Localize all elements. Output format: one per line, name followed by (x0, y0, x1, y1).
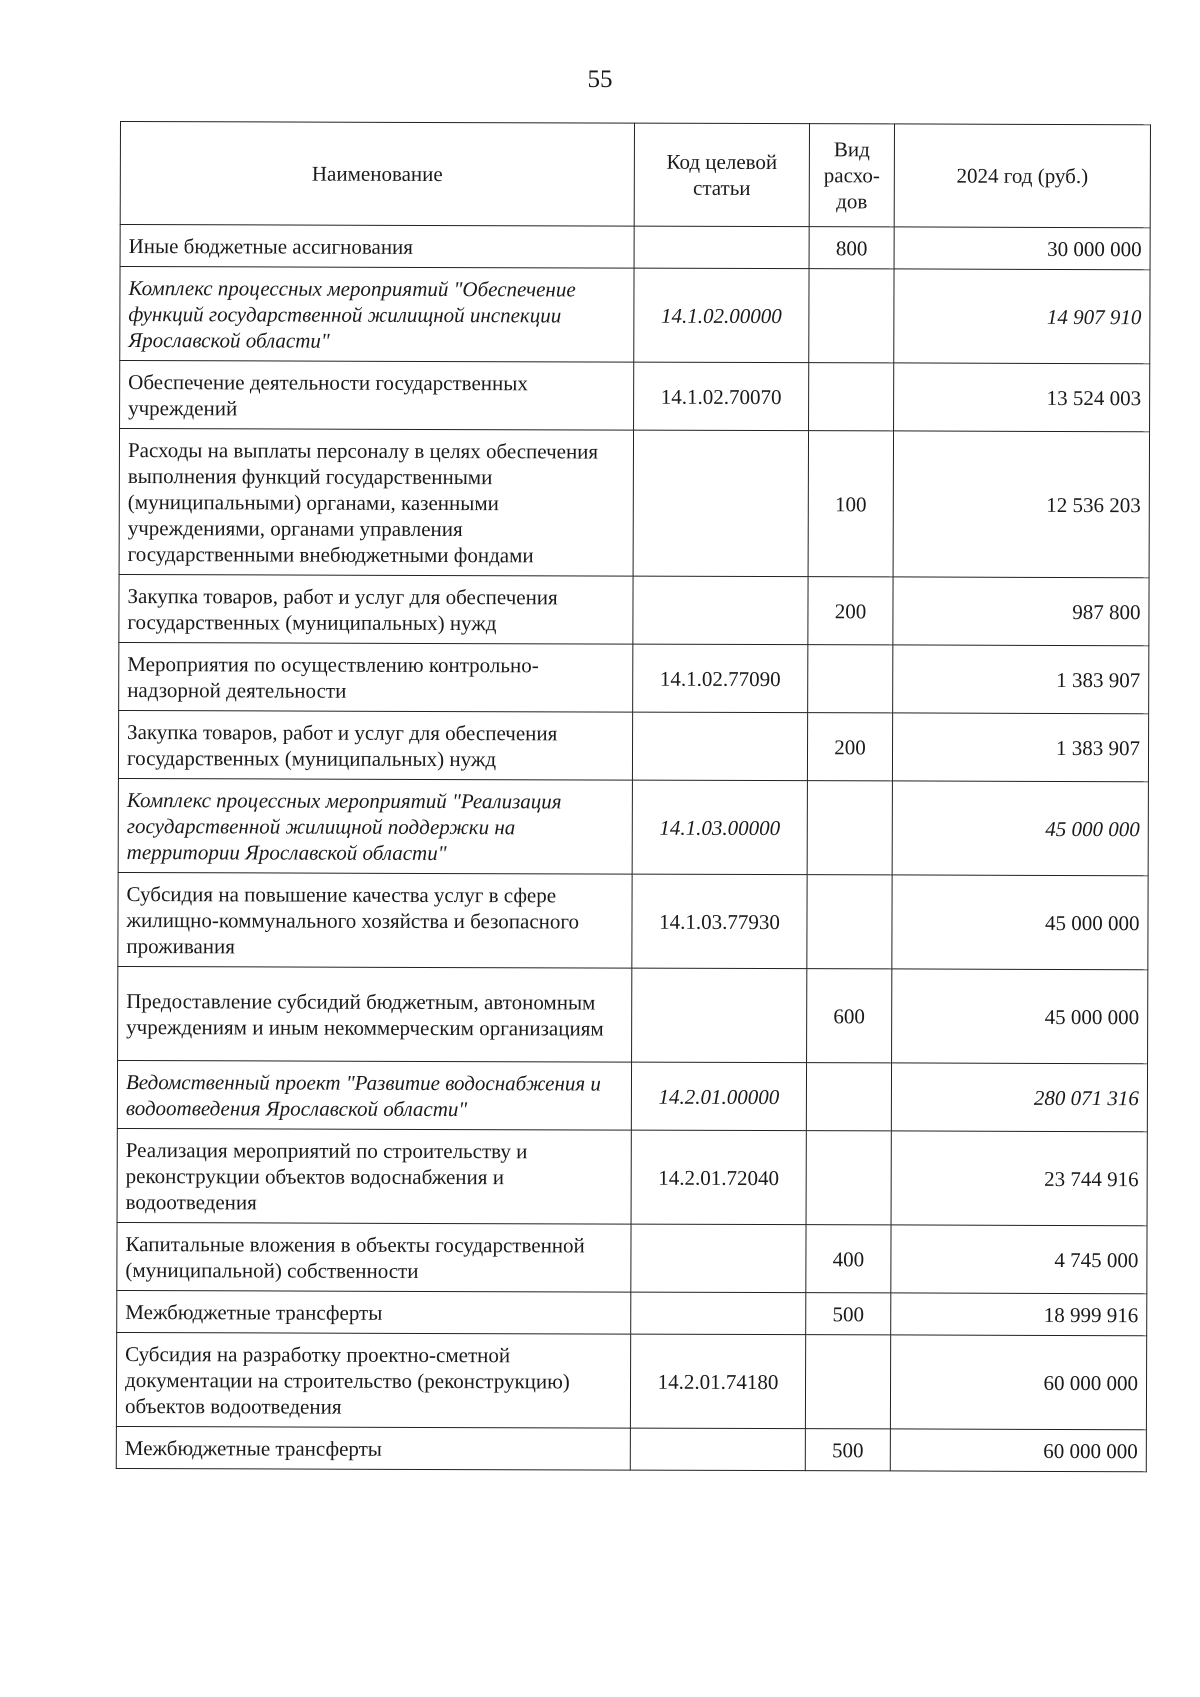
row-name: Иные бюджетные ассигнования (120, 225, 634, 269)
table-row (119, 429, 1149, 578)
page-number: 55 (587, 66, 613, 93)
row-name: Мероприятия по осуществлению контрольно-надзорной деятельности (119, 642, 633, 712)
table-row (117, 1222, 1147, 1293)
row-name: Реализация мероприятий по строительству и реконструкции объектов водоснабжения и водоотведения (117, 1128, 631, 1224)
table-row (118, 778, 1148, 875)
row-type: 100 (808, 431, 893, 577)
header-type: Вид расхо-дов (809, 124, 894, 227)
row-type (805, 1335, 890, 1429)
table-row (118, 710, 1148, 781)
table-row (116, 1332, 1146, 1429)
row-name: Ведомственный проект "Развитие водоснабжения и водоотведения Ярославской области" (117, 1060, 631, 1130)
row-name: Комплекс процессных мероприятий "Реализация государственной жилищной поддержки на территории Ярославской области" (118, 778, 632, 874)
table-row (119, 642, 1149, 713)
row-name: Субсидия на разработку проектно-сметной документации на строительство (реконструкцию) объектов водоотведения (116, 1332, 630, 1428)
row-amount: 60 000 000 (890, 1335, 1146, 1430)
row-code: 14.1.02.00000 (634, 268, 809, 363)
row-amount: 280 071 316 (891, 1063, 1147, 1132)
row-type: 400 (806, 1225, 891, 1293)
table-row (119, 574, 1149, 645)
row-type (809, 363, 894, 431)
table-row (117, 1290, 1147, 1335)
header-code: Код целевой статьи (634, 123, 809, 227)
header-name: Наименование (120, 122, 634, 227)
row-code: 14.1.02.70070 (634, 362, 809, 431)
row-amount: 30 000 000 (894, 227, 1150, 270)
row-type: 200 (807, 713, 892, 781)
row-amount: 45 000 000 (892, 969, 1148, 1064)
row-amount: 14 907 910 (894, 269, 1150, 364)
row-type (806, 1063, 891, 1131)
row-name: Обеспечение деятельности государственных учреждений (120, 361, 634, 431)
row-code: 14.1.03.00000 (632, 780, 807, 875)
row-code (632, 712, 807, 781)
row-code (631, 1224, 806, 1293)
row-code: 14.1.02.77090 (633, 644, 808, 713)
table-row (120, 361, 1150, 432)
row-amount: 1 383 907 (892, 713, 1148, 782)
row-name: Межбюджетные трансферты (116, 1426, 630, 1470)
row-amount: 23 744 916 (891, 1131, 1147, 1226)
row-code: 14.2.01.72040 (631, 1130, 806, 1225)
row-type: 800 (809, 227, 894, 269)
table-row (117, 1060, 1147, 1131)
row-amount: 12 536 203 (893, 431, 1149, 578)
row-name: Комплекс процессных мероприятий "Обеспечение функций государственной жилищной инспекции Ярославской области" (120, 267, 634, 363)
row-amount: 987 800 (893, 577, 1149, 646)
row-code (631, 1292, 806, 1335)
row-amount: 18 999 916 (891, 1293, 1147, 1336)
row-name: Расходы на выплаты персоналу в целях обеспечения выполнения функций государственными (муниципальными) органами, казенными учреждениями, органами управления государственными внебюджетными фондами (119, 429, 633, 577)
row-name: Закупка товаров, работ и услуг для обеспечения государственных (муниципальных) нужд (119, 574, 633, 644)
row-name: Субсидия на повышение качества услуг в сфере жилищно-коммунального хозяйства и безопасного проживания (118, 872, 632, 968)
row-amount: 4 745 000 (891, 1225, 1147, 1294)
row-type (808, 645, 893, 713)
row-name: Капитальные вложения в объекты государственной (муниципальной) собственности (117, 1222, 631, 1292)
row-type: 200 (808, 577, 893, 645)
header-amount: 2024 год (руб.) (894, 124, 1150, 228)
row-code (634, 226, 809, 269)
row-type (806, 1131, 891, 1225)
table-row (118, 872, 1148, 969)
budget-table (116, 121, 1151, 1472)
row-name: Межбюджетные трансферты (117, 1290, 631, 1334)
row-amount: 1 383 907 (893, 645, 1149, 714)
table-header-row (120, 122, 1150, 228)
row-amount: 45 000 000 (892, 781, 1148, 876)
table-row (120, 225, 1150, 270)
row-amount: 45 000 000 (892, 875, 1148, 970)
row-code (632, 968, 807, 1063)
row-type (807, 781, 892, 875)
row-code: 14.2.01.00000 (631, 1062, 806, 1131)
row-name: Закупка товаров, работ и услуг для обеспечения государственных (муниципальных) нужд (118, 710, 632, 780)
row-type: 500 (806, 1293, 891, 1335)
row-type: 600 (807, 969, 892, 1063)
row-name: Предоставление субсидий бюджетным, автономным учреждениям и иным некоммерческим организациям (118, 966, 632, 1062)
table-row (117, 1128, 1147, 1225)
row-amount: 13 524 003 (894, 363, 1150, 432)
row-type (807, 875, 892, 969)
table-row (116, 1426, 1146, 1471)
row-amount: 60 000 000 (890, 1429, 1146, 1472)
row-code (633, 576, 808, 645)
row-type (809, 269, 894, 363)
row-code: 14.2.01.74180 (630, 1334, 805, 1429)
row-code: 14.1.03.77930 (632, 874, 807, 969)
table-row (118, 966, 1148, 1063)
row-type: 500 (805, 1429, 890, 1471)
table-row (120, 267, 1150, 364)
row-code (630, 1428, 805, 1471)
row-code (633, 430, 808, 577)
